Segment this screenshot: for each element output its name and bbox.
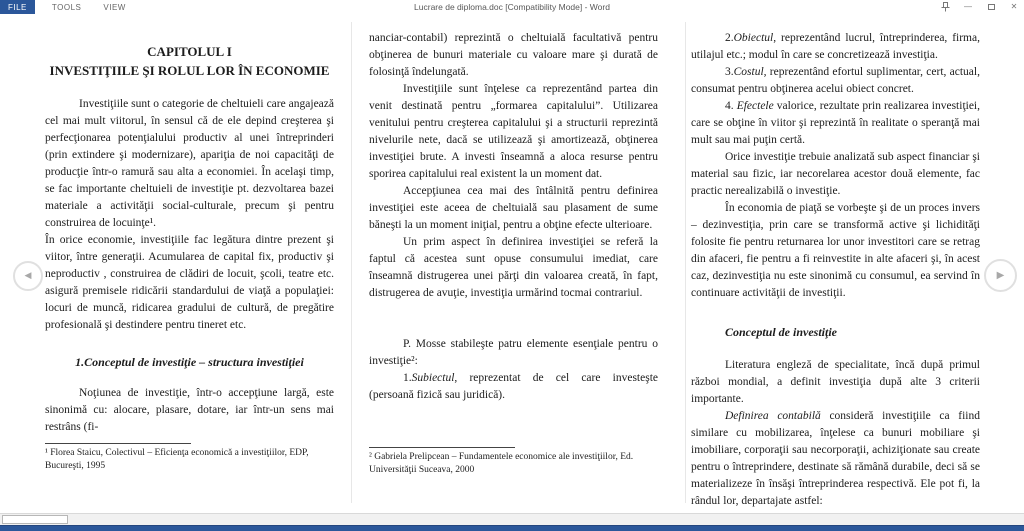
paragraph [691,98,980,149]
document-column-1 [45,14,334,513]
titlebar [0,0,1024,14]
paragraph-text: reprezentând efortul suplimentar, cert, actual, consumat pentru obţinerea acelui obiect concret. [691,66,980,95]
paragraph: Literatura engleză de specialitate, încă după primul război mondial, a definit investiţia după alte 3 criterii importante. [691,359,980,405]
paragraph [369,370,658,404]
ribbon-tabs [0,0,137,14]
document-read-view [0,14,1024,513]
tab-file[interactable]: FILE [0,0,35,14]
horizontal-scrollbar[interactable] [0,513,1024,525]
term-italic: Efectele [736,100,774,112]
footnote-rule [369,447,515,448]
tab-view[interactable]: VIEW [103,2,126,12]
window-controls [939,0,1020,14]
column-separator [351,22,352,503]
paragraph: Orice investiţie trebuie analizată sub aspect financiar şi material sau fizic, iar necorelarea acestor două elemente, fac practic nerealizabilă o investiţie. [691,151,980,197]
paragraph-text: , reprezentat de cel care investeşte (persoană fizică sau juridică). [369,372,658,401]
status-bar [0,525,1024,531]
paragraph: Investiţiile sunt o categorie de cheltuieli care angajează cel mai mult viitorul, în sensul că de ele depind creşterea şi perfecţionarea potenţialului productiv al unei întreprinderi (prin extindere şi modernizare), apariţia de noi capacităţi de producţie într-o ramură sau alta a economiei. În acelaşi timp, se fac importante cheltuieli de investiţie pt. dezvoltarea bazei materiale a activităţii social-culturale, precum şi pentru construirea de locuinţe¹. [45,98,334,229]
chevron-right-icon: ▶ [996,270,1005,281]
paragraph: Noţiunea de investiţie, într-o accepţiune largă, este sinonimă cu: alocare, plasare, dotare, iar într-un sens mai restrâns (fi- [45,387,334,433]
list-number: 4. [725,100,737,112]
restore-icon [988,4,995,10]
scrollbar-thumb[interactable] [2,515,68,524]
footnote [45,443,334,473]
paragraph: Investiţiile sunt înţelese ca reprezentând partea din venit destinată pentru „formarea capitalului”. Utilizarea venitului pentru creşterea capitalului şi a structurii reprezintă nivelurile nete, dacă se utilizează şi amortizează, obţinerea investiţiei brute. A investi înseamnă a aloca resurse pentru sporirea capitalului real existent la un moment dat. [369,83,658,180]
term-italic: Costul, [733,66,767,78]
paragraph: P. Mosse stabileşte patru elemente esenţiale pentru o investiţie²: [369,338,658,367]
paragraph: Un prim aspect în definirea investiţiei se referă la faptul că acestea sunt opuse consumului imediat, care înseamnă distrugerea unei părţi din valoarea creată, în fapt, distrugerea de avuţie, investiţia urmărind tocmai contrariul. [369,236,658,299]
column-separator [685,22,686,503]
footnote [369,447,658,477]
subsection-heading: Conceptul de investiţie [725,325,837,339]
list-number: 2. [725,32,734,44]
blank-space [369,302,658,336]
footnote-text: ¹ Florea Staicu, Colectivul – Eficienţa economică a investiţiilor, EDP, Bucureşti, 1995 [45,448,309,471]
paragraph: Accepţiunea cea mai des întâlnită pentru definirea investiţiei este aceea de cheltuială sau plasament de sume băneşti la un moment iniţial, pentru a obţine efecte ulterioare. [369,185,658,231]
term-italic: Obiectul [733,32,774,44]
window-title: Lucrare de diploma.doc [Compatibility Mode] - Word [414,2,610,12]
term-italic: Definirea contabilă [725,410,821,422]
footnote-text: ² Gabriela Prelipcean – Fundamentele economice ale investiţiilor, Ed. Universităţii Suceava, 2000 [369,452,634,475]
previous-screen-button[interactable] [13,261,43,291]
close-button[interactable]: ✕ [1010,2,1018,11]
pin-icon[interactable] [939,1,951,13]
paragraph: În orice economie, investiţiile fac legătura dintre prezent şi viitor, între generaţii. Acumularea de capital fix, productiv şi neproductiv , construirea de clădiri de locuit, şcoli, teatre etc. asigură premisele ridicării standardului de viaţă a populaţiei: locuri de muncă, ridicarea gradului de cultură, de pregătire profesională şi destindere pentru tineret etc. [45,234,334,331]
chapter-subtitle: INVESTIŢIILE ŞI ROLUL LOR ÎN ECONOMIE [49,63,330,78]
list-number: 1. [403,372,412,384]
restore-button[interactable] [985,1,997,13]
chapter-title: CAPITOLUL I [147,44,232,59]
paragraph: nanciar-contabil) reprezintă o cheltuială facultativă pentru obţinerea de bunuri materiale cu valoare mare şi durată de folosinţă îndelungată. [369,32,658,78]
paragraph [691,64,980,98]
footnote-rule [45,443,191,444]
document-column-2 [369,14,658,513]
section-heading: 1.Conceptul de investiţie – structura investiţiei [75,355,304,369]
minimize-button[interactable]: — [964,2,972,11]
paragraph-text: consideră investiţiile ca fiind similare cu mobilizarea, înţelese ca bunuri mobiliare şi imobiliare, corporaţii sau necorporaţii, achiziţionate sau create pentru o întreprindere, destinate să rămână durabile, deci să se materializeze în însăşi întreprinderea respectivă. Ele pot fi, la rândul lor, departajate astfel: [691,410,980,507]
term-italic: Subiectul [411,372,455,384]
paragraph: În economia de piaţă se vorbeşte şi de un proces invers – dezinvestiţia, prin care se transformă active şi lichidităţi folosite fie pentru returnarea lor unor investitori care se retrag din afaceri, fie pentru a fi reinvestite in alte afaceri şi, în acest caz, dezinvestiţia nu este sinonimă cu consumul, ea servind în continuare activităţii de investiţii. [691,202,980,299]
tab-tools[interactable]: TOOLS [51,2,82,12]
paragraph-text: valorice, rezultate prin realizarea investiţiei, care se obţine în viitor şi reprezintă în realitate o speranţă mai mult sau mai puţin certă. [691,100,981,146]
next-screen-button[interactable] [984,259,1017,292]
list-number: 3. [725,66,734,78]
chevron-left-icon: ◀ [24,271,32,281]
paragraph [691,408,980,510]
document-column-3 [691,14,980,513]
paragraph [691,30,980,64]
paragraph-text: , reprezentând lucrul, întreprinderea, firma, utilajul etc.; modul în care se concretizează investiţia. [691,32,980,61]
